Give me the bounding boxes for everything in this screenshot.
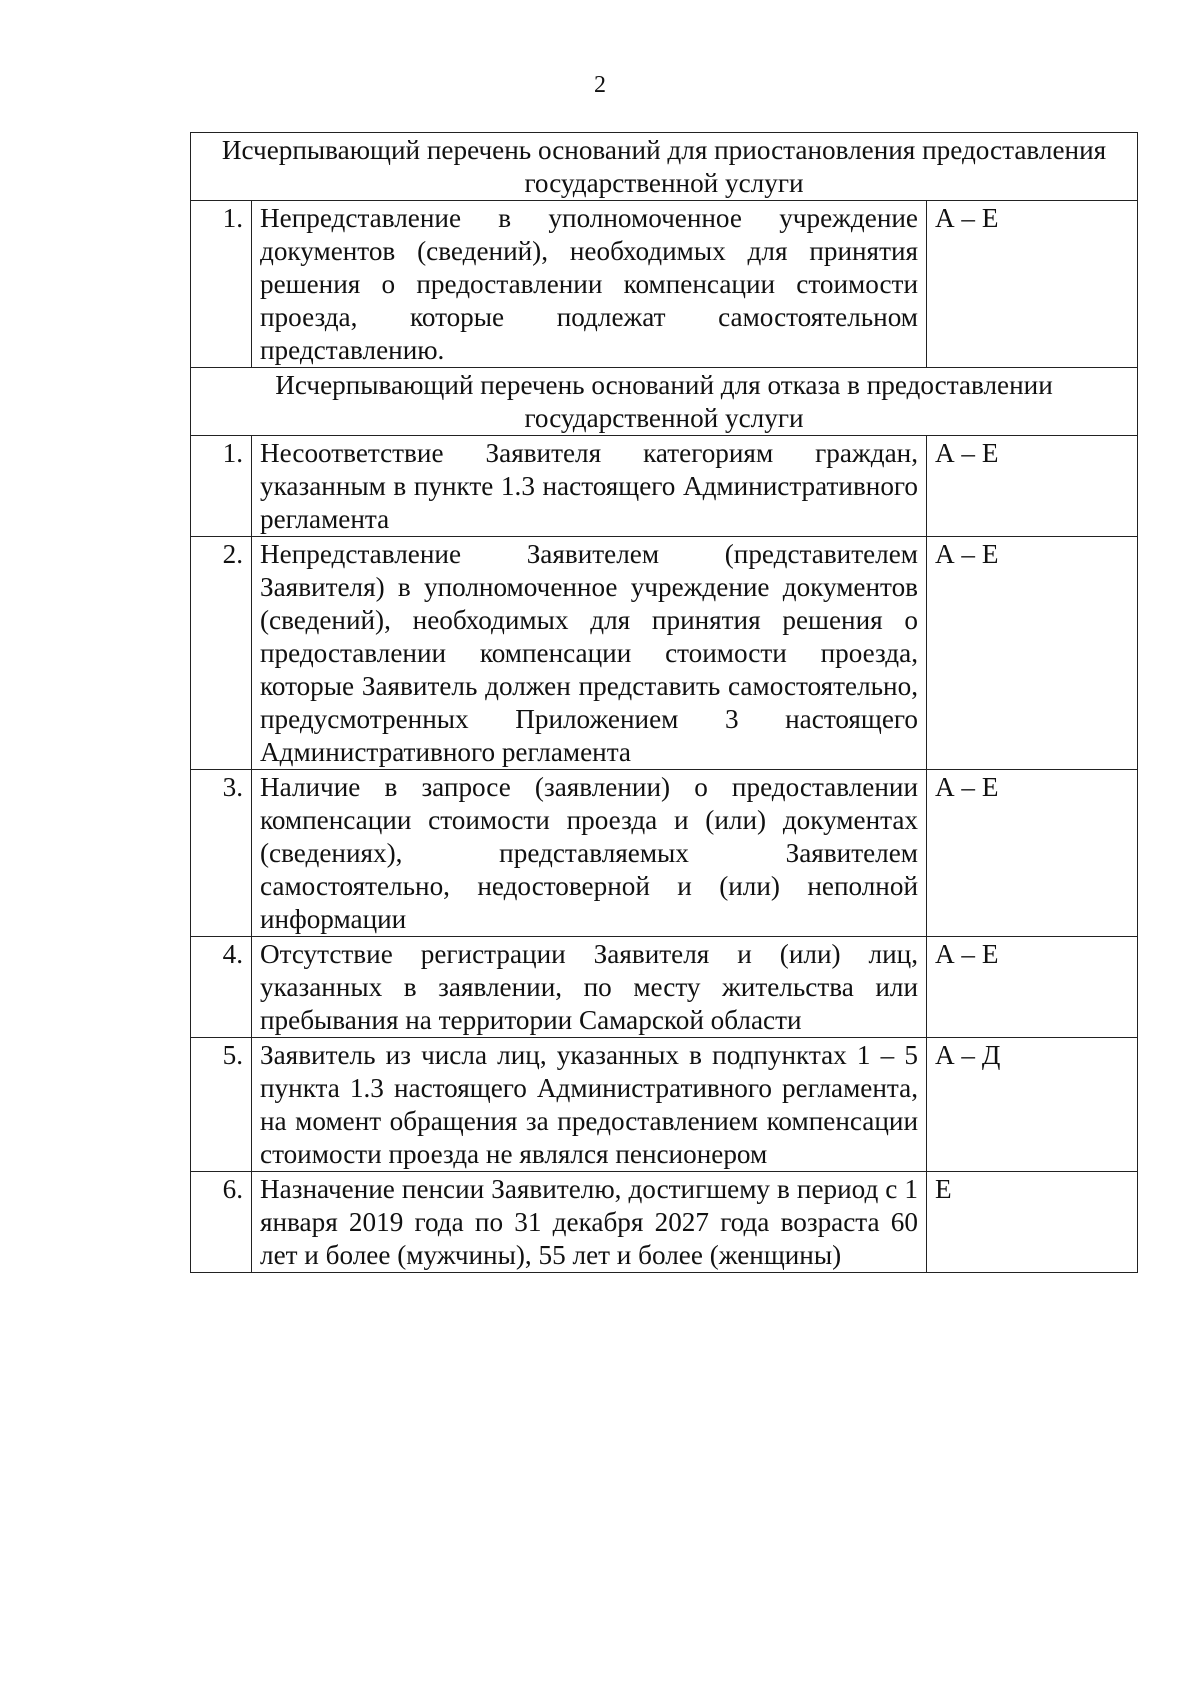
row-text: Непредставление Заявителем (представителем Заявителя) в уполномоченное учреждение документов (сведений), необходимых для принятия решения о предоставлении компенсации стоимости проезда, которые Заявитель должен представить самостоятельно, предусмотренных Приложением 3 настоящего Административного регламента: [252, 537, 927, 770]
row-code: А – Е: [927, 436, 1138, 537]
row-number: 3.: [191, 770, 252, 937]
row-text: Отсутствие регистрации Заявителя и (или) лиц, указанных в заявлении, по месту жительства или пребывания на территории Самарской области: [252, 937, 927, 1038]
row-code: А – Е: [927, 537, 1138, 770]
row-number: 5.: [191, 1038, 252, 1172]
table-row: [191, 770, 1138, 937]
row-text: Непредставление в уполномоченное учреждение документов (сведений), необходимых для принятия решения о предоставлении компенсации стоимости проезда, которые подлежат самостоятельном представлению.: [252, 201, 927, 368]
row-number: 6.: [191, 1172, 252, 1273]
section-header-row: [191, 368, 1138, 436]
row-code: А – Е: [927, 201, 1138, 368]
row-number: 1.: [191, 436, 252, 537]
refusal-section-title: Исчерпывающий перечень оснований для отказа в предоставлении государственной услуги: [191, 368, 1138, 436]
row-number: 1.: [191, 201, 252, 368]
table-row: [191, 937, 1138, 1038]
row-code: Е: [927, 1172, 1138, 1273]
grounds-table: [190, 132, 1138, 1273]
table-row: [191, 1038, 1138, 1172]
row-number: 4.: [191, 937, 252, 1038]
table-row: [191, 201, 1138, 368]
row-code: А – Д: [927, 1038, 1138, 1172]
row-text: Заявитель из числа лиц, указанных в подпунктах 1 – 5 пункта 1.3 настоящего Административного регламента, на момент обращения за предоставлением компенсации стоимости проезда не являлся пенсионером: [252, 1038, 927, 1172]
row-text: Назначение пенсии Заявителю, достигшему в период с 1 января 2019 года по 31 декабря 2027 года возраста 60 лет и более (мужчины), 55 лет и более (женщины): [252, 1172, 927, 1273]
table-row: [191, 436, 1138, 537]
row-text: Наличие в запросе (заявлении) о предоставлении компенсации стоимости проезда и (или) документах (сведениях), представляемых Заявителем самостоятельно, недостоверной и (или) неполной информации: [252, 770, 927, 937]
page-number: 2: [594, 72, 606, 98]
row-code: А – Е: [927, 937, 1138, 1038]
table-row: [191, 1172, 1138, 1273]
row-text: Несоответствие Заявителя категориям граждан, указанным в пункте 1.3 настоящего Административного регламента: [252, 436, 927, 537]
section-header-row: [191, 133, 1138, 201]
table-row: [191, 537, 1138, 770]
row-code: А – Е: [927, 770, 1138, 937]
row-number: 2.: [191, 537, 252, 770]
suspension-section-title: Исчерпывающий перечень оснований для приостановления предоставления государственной услуги: [191, 133, 1138, 201]
